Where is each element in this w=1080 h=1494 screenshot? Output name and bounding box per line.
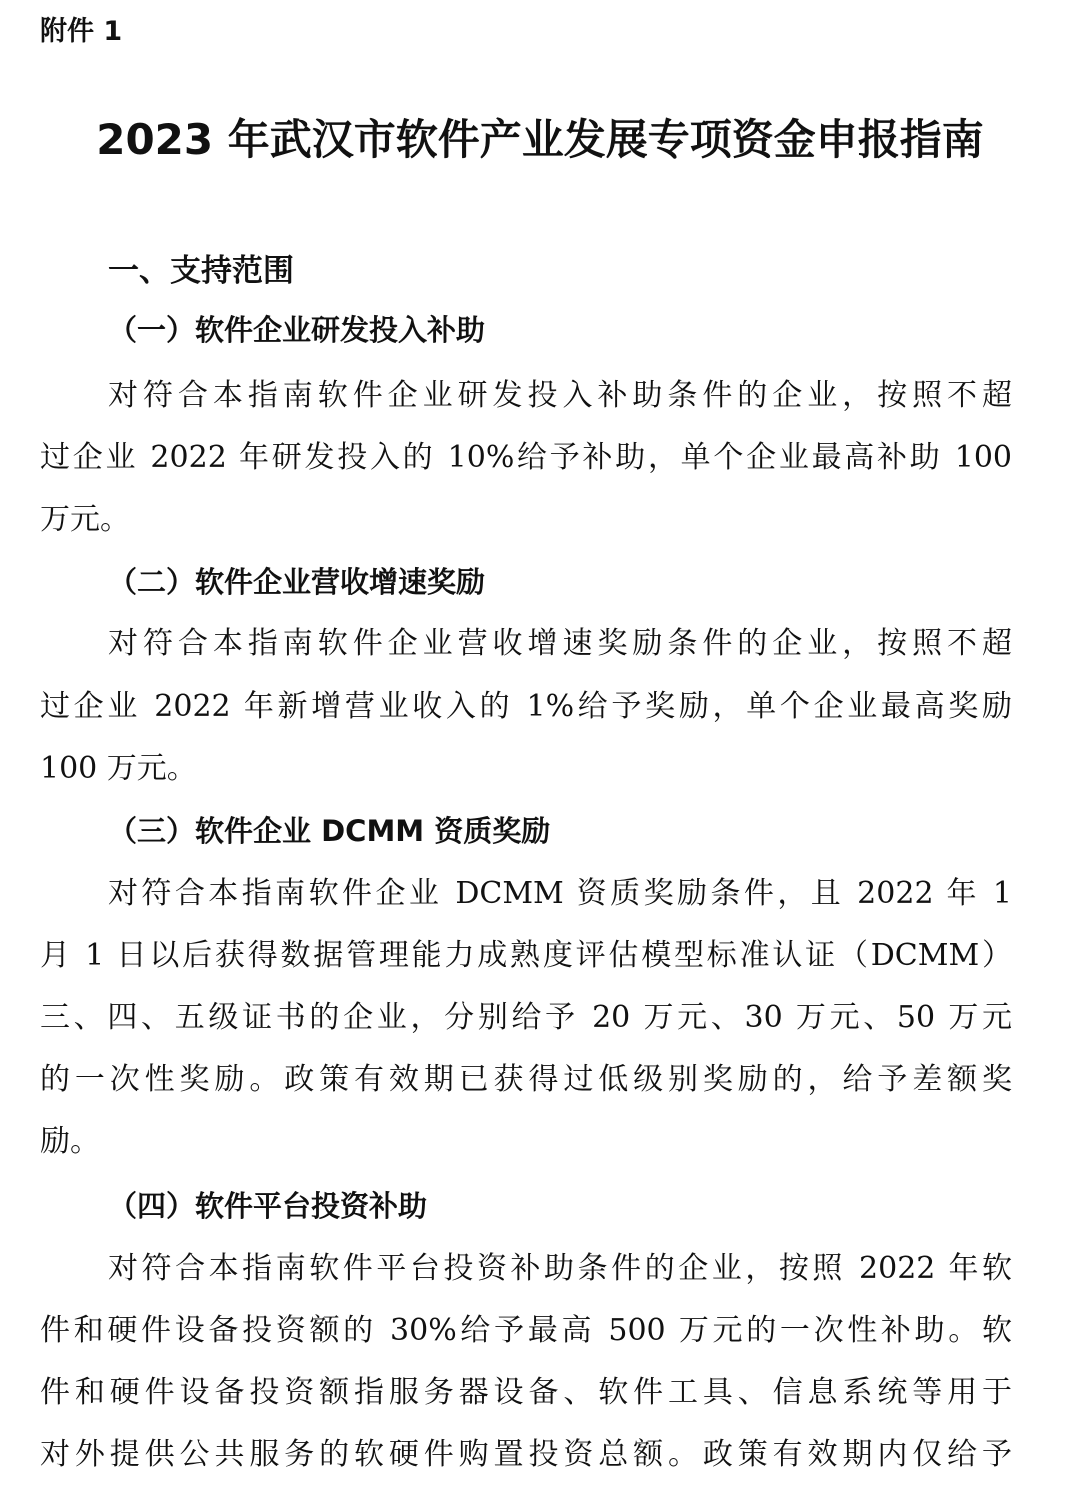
paragraph-line: 件和硬件设备投资额指服务器设备、软件工具、信息系统等用于: [40, 1375, 1012, 1410]
paragraph-line: 对符合本指南软件企业营收增速奖励条件的企业，按照不超: [108, 626, 1012, 661]
paragraph-line: 的一次性奖励。政策有效期已获得过低级别奖励的，给予差额奖: [40, 1062, 1012, 1097]
subsection-heading-2: （二）软件企业营收增速奖励: [108, 565, 486, 599]
section-heading: 一、支持范围: [108, 253, 294, 289]
paragraph-line: 对符合本指南软件企业研发投入补助条件的企业，按照不超: [108, 378, 1012, 413]
subsection-heading-1: （一）软件企业研发投入补助: [108, 313, 486, 347]
paragraph-line: 100 万元。: [40, 751, 197, 786]
paragraph-line: 三、四、五级证书的企业，分别给予 20 万元、30 万元、50 万元: [40, 1000, 1012, 1035]
subsection-heading-3: （三）软件企业 DCMM 资质奖励: [108, 814, 551, 848]
paragraph-line: 对符合本指南软件企业 DCMM 资质奖励条件，且 2022 年 1: [108, 876, 1012, 911]
paragraph-line: 对符合本指南软件平台投资补助条件的企业，按照 2022 年软: [108, 1251, 1012, 1286]
subsection-heading-4: （四）软件平台投资补助: [108, 1189, 428, 1223]
paragraph-line: 过企业 2022 年新增营业收入的 1%给予奖励，单个企业最高奖励: [40, 689, 1012, 724]
paragraph-line: 过企业 2022 年研发投入的 10%给予补助，单个企业最高补助 100: [40, 440, 1012, 475]
document-title: 2023 年武汉市软件产业发展专项资金申报指南: [96, 115, 984, 164]
attachment-label: 附件 1: [40, 16, 123, 47]
paragraph-line: 对外提供公共服务的软硬件购置投资总额。政策有效期内仅给予: [40, 1437, 1012, 1472]
paragraph-line: 件和硬件设备投资额的 30%给予最高 500 万元的一次性补助。软: [40, 1313, 1012, 1348]
paragraph-line: 励。: [40, 1124, 100, 1159]
paragraph-line: 月 1 日以后获得数据管理能力成熟度评估模型标准认证（DCMM）: [40, 938, 1012, 973]
paragraph-line: 万元。: [40, 502, 130, 537]
